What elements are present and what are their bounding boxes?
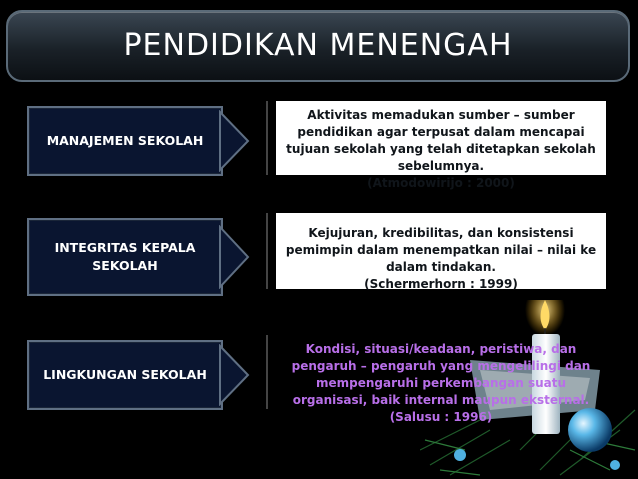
label-lingkungan-sekolah (27, 340, 223, 410)
page-title: PENDIDIKAN MENENGAH (123, 28, 513, 63)
description-text: Kejujuran, kredibilitas, dan konsistensi pemimpin dalam menempatkan nilai – nilai ke dalam tindakan. (285, 226, 597, 275)
bracket (266, 101, 274, 175)
label-text: LINGKUNGAN SEKOLAH (43, 366, 207, 382)
bracket (266, 213, 274, 289)
title-bar (6, 10, 630, 82)
bracket (266, 335, 274, 409)
label-integritas-kepala-sekolah (27, 218, 223, 296)
citation-text: (Atmodowirijo : 2000) (367, 176, 515, 191)
arrow-icon (218, 110, 252, 172)
description-manajemen-sekolah (276, 101, 606, 191)
arrow-icon (218, 344, 252, 406)
description-integritas-kepala-sekolah (276, 213, 606, 292)
citation-text: (Schermerhorn : 1999) (364, 277, 518, 292)
label-text: MANAJEMEN SEKOLAH (46, 132, 204, 148)
description-text: Aktivitas memadukan sumber – sumber pendidikan agar terpusat dalam mencapai tujuan sekolah yang telah ditetapkan sekolah sebelumnya. (286, 108, 596, 174)
label-manajemen-sekolah (27, 106, 223, 176)
arrow-icon (218, 225, 252, 289)
description-text: Kondisi, situasi/keadaan, peristiwa, dan pengaruh – pengaruh yang mengelilingi dan mempengaruhi perkembangan suatu organisasi, baik internal maupun eksternal. (291, 342, 591, 408)
citation-text: (Salusu : 1996) (389, 410, 493, 425)
description-lingkungan-sekolah (276, 335, 606, 425)
label-text: INTEGRITAS KEPALA SEKOLAH (54, 239, 196, 273)
